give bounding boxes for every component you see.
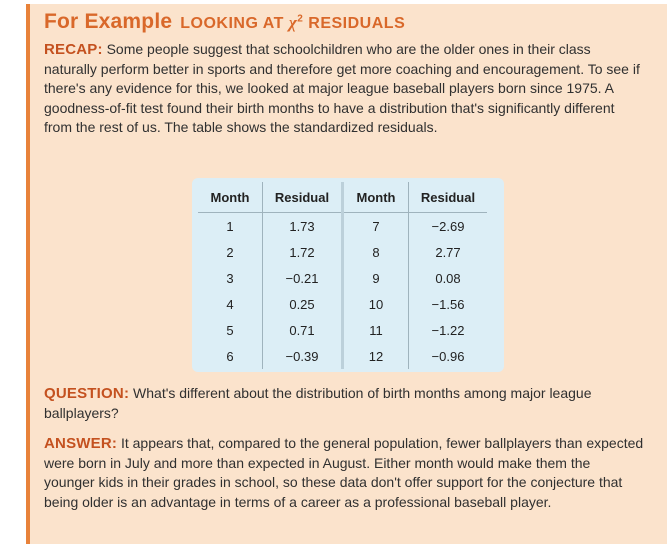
- answer-paragraph: [44, 434, 644, 512]
- table-row: [198, 239, 487, 265]
- question-paragraph: [44, 384, 644, 423]
- table-row: [198, 343, 487, 369]
- topic-prefix: LOOKING AT: [180, 15, 284, 32]
- residual-cell: −0.21: [263, 265, 343, 291]
- residual-cell: −1.22: [431, 322, 465, 338]
- residual-cell: −0.96: [431, 348, 465, 364]
- residuals-table-panel: [192, 178, 504, 372]
- month-cell: 2: [198, 239, 263, 265]
- header-residual-2: Residual: [409, 182, 488, 213]
- month-cell: 1: [198, 213, 263, 240]
- table-row: [198, 213, 487, 240]
- chi-exponent: 2: [297, 13, 304, 25]
- answer-label: ANSWER:: [44, 435, 118, 452]
- residual-cell: 0.08: [435, 270, 461, 286]
- table-row: [198, 265, 487, 291]
- question-text: What's different about the distribution of birth months among major league ballplayers?: [44, 385, 592, 421]
- table-row: [198, 317, 487, 343]
- topic-suffix: RESIDUALS: [308, 15, 406, 32]
- for-example-box: [26, 4, 667, 544]
- residual-cell: −2.69: [431, 218, 465, 234]
- month-cell: 10: [343, 291, 409, 317]
- recap-text: Some people suggest that schoolchildren who are the older ones in their class naturally perform better in sports and therefore get more coaching and encouragement. To see if there's any evidence for this, we looked at major league baseball players born since 1975. A goodness-of-fit test found their birth months to have a distribution that's significantly different from the rest of us. The table shows the standardized residuals.: [44, 41, 640, 135]
- residual-cell: 0.25: [263, 291, 343, 317]
- month-cell: 12: [343, 343, 409, 369]
- topic-title: [180, 15, 405, 32]
- for-example-label: For Example: [44, 10, 173, 33]
- residual-cell: 1.73: [263, 213, 343, 240]
- month-cell: 3: [198, 265, 263, 291]
- header-residual-1: Residual: [263, 182, 343, 213]
- recap-paragraph: [44, 40, 644, 138]
- answer-text: It appears that, compared to the general population, fewer ballplayers than expected were born in July and more than expected in August. Either month would make them the younger kids in their grades in school, so these data don't offer support for the conjecture that being older is an advantage in terms of a career as a professional baseball player.: [44, 435, 644, 510]
- residual-cell: −1.56: [431, 296, 465, 312]
- residual-cell: 1.72: [263, 239, 343, 265]
- table-header-row: [198, 182, 487, 213]
- month-cell: 8: [343, 239, 409, 265]
- table-row: [198, 291, 487, 317]
- residual-cell: 2.77: [435, 244, 461, 260]
- month-cell: 7: [343, 213, 409, 240]
- month-cell: 6: [198, 343, 263, 369]
- residuals-table: [198, 182, 487, 369]
- month-cell: 5: [198, 317, 263, 343]
- month-cell: 11: [343, 317, 409, 343]
- month-cell: 9: [343, 265, 409, 291]
- recap-label: RECAP:: [44, 41, 103, 58]
- box-header: [44, 10, 405, 34]
- residual-cell: −0.39: [263, 343, 343, 369]
- residual-cell: 0.71: [263, 317, 343, 343]
- month-cell: 4: [198, 291, 263, 317]
- question-label: QUESTION:: [44, 385, 130, 402]
- header-month-2: Month: [343, 182, 409, 213]
- header-month-1: Month: [198, 182, 263, 213]
- chi-symbol: χ: [288, 13, 298, 32]
